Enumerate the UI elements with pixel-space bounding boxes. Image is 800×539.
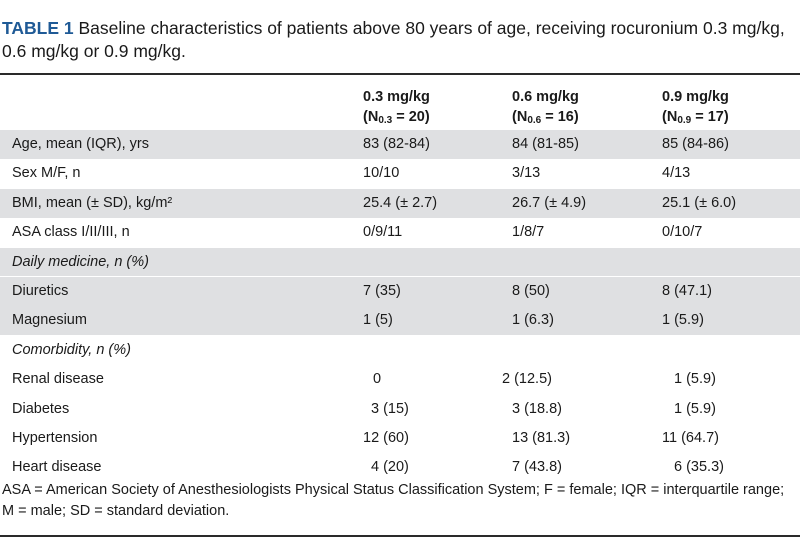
column-header-0-9 [662,87,729,131]
table-cell: 1 (5) [363,312,393,329]
table-cell: 26.7 (± 4.9) [512,194,587,211]
table-body [0,130,800,482]
row-label: Sex M/F, n [12,165,81,182]
table-row [0,453,800,482]
row-label: Heart disease [12,459,102,476]
table-cell: 0 [373,371,382,388]
row-label: ASA class I/II/III, n [12,224,130,241]
table-cell: 3 (15) [371,400,409,417]
table-cell: 3 (18.8) [512,400,562,417]
column-n: $(N_{0.9} = 17)$ [662,109,729,126]
row-label: Diabetes [12,400,70,417]
table-footnote: ASA = American Society of Anesthesiologists Physical Status Classification System; F = female; IQR = interquartile range; M = male; SD = standard deviation. [2,482,785,519]
table-cell: 6 (35.3) [674,459,724,476]
row-label: BMI, mean (± SD), kg/m² [12,194,173,211]
column-dose: 0.3 mg/kg [363,89,430,105]
table-row [0,130,800,159]
table-row [0,248,800,277]
table-cell: 25.1 (± 6.0) [662,194,737,211]
table-cell: 4/13 [662,165,691,182]
table-cell: 8 (47.1) [662,282,712,299]
table-cell: 7 (43.8) [512,459,562,476]
table-row [0,218,800,247]
table-row [0,306,800,335]
table-cell: 8 (50) [512,282,550,299]
table-caption [2,17,792,63]
table-cell: 4 (20) [371,459,409,476]
table-header [0,75,800,130]
bottom-rule [0,535,800,537]
column-n: $(N_{0.6} = 16)$ [512,109,579,126]
column-dose: 0.6 mg/kg [512,89,579,105]
column-header-0-3 [363,87,430,131]
row-label: Diuretics [12,282,69,299]
table-row [0,395,800,424]
table-row [0,336,800,365]
table-label: TABLE 1 [2,18,74,38]
table-row [0,189,800,218]
column-header-0-6 [512,87,579,131]
row-label: Comorbidity, n (%) [12,341,131,358]
table-row [0,365,800,394]
table-title: Baseline characteristics of patients above 80 years of age, receiving rocuronium 0.3 mg/kg, 0.6 mg/kg or 0.9 mg/kg. [2,18,785,61]
table-cell: 12 (60) [363,429,409,446]
table-cell: 13 (81.3) [512,429,571,446]
table-cell: 1 (6.3) [512,312,554,329]
table-cell: 84 (81-85) [512,136,579,152]
table-row [0,424,800,453]
table-cell: 7 (35) [363,282,401,299]
table-row [0,159,800,188]
table-cell: 10/10 [363,165,400,182]
column-n: $(N_{0.3} = 20)$ [363,109,430,126]
row-label: Magnesium [12,312,87,329]
table-cell: 1 (5.9) [674,371,716,388]
table-cell: 25.4 (± 2.7) [363,194,438,211]
table-cell: 11 (64.7) [662,429,719,446]
table-row [0,277,800,306]
table-cell: 1 (5.9) [662,312,704,329]
table-cell: 3/13 [512,165,541,182]
row-label: Age, mean (IQR), yrs [12,136,149,152]
table-cell: 2 (12.5) [502,371,552,388]
row-label: Hypertension [12,429,98,446]
table-cell: 1 (5.9) [674,400,716,417]
table-cell: 0/9/11 [363,224,403,241]
table-cell: 85 (84-86) [662,136,729,152]
table-cell: 1/8/7 [512,224,545,241]
table-cell: 0/10/7 [662,224,703,241]
column-dose: 0.9 mg/kg [662,89,729,105]
row-label: Daily medicine, n (%) [12,253,149,270]
table-cell: 83 (82-84) [363,136,430,152]
row-label: Renal disease [12,371,104,388]
